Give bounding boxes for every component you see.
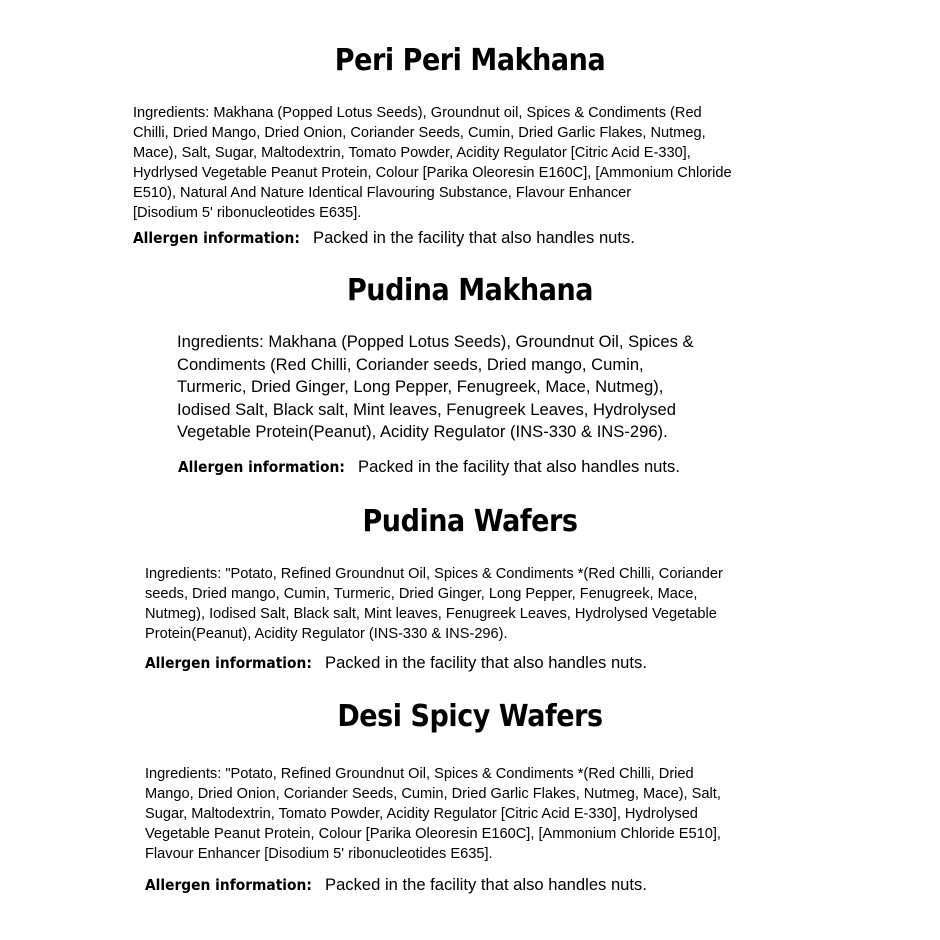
section-title-desi-spicy-wafers: Desi Spicy Wafers [337, 699, 603, 734]
allergen-info-pudina-wafers [145, 653, 647, 673]
allergen-label: Allergen information: [178, 458, 345, 476]
allergen-text: Packed in the facility that also handles nuts. [325, 875, 647, 894]
ingredient-line: E510), Natural And Nature Identical Flavouring Substance, Flavour Enhancer [133, 185, 632, 201]
ingredient-line: Vegetable Protein(Peanut), Acidity Regulator (INS-330 & INS-296). [177, 422, 668, 441]
ingredient-line: Chilli, Dried Mango, Dried Onion, Coriander Seeds, Cumin, Dried Garlic Flakes, Nutmeg, [133, 125, 706, 141]
allergen-label: Allergen information: [145, 876, 312, 894]
allergen-info-desi-spicy-wafers [145, 875, 647, 895]
allergen-info-peri-peri-makhana [133, 228, 635, 248]
ingredient-line: [Disodium 5' ribonucleotides E635]. [133, 205, 362, 221]
section-title-peri-peri-makhana: Peri Peri Makhana [334, 43, 606, 78]
ingredient-line: Vegetable Peanut Protein, Colour [Parika Oleoresin E160C], [Ammonium Chloride E510], [145, 826, 721, 842]
ingredient-line: Flavour Enhancer [Disodium 5' ribonucleotides E635]. [145, 846, 493, 862]
allergen-text: Packed in the facility that also handles nuts. [313, 228, 635, 247]
ingredient-line: Ingredients: "Potato, Refined Groundnut Oil, Spices & Condiments *(Red Chilli, Dried [145, 766, 694, 782]
ingredient-line: Hydrlysed Vegetable Peanut Protein, Colour [Parika Oleoresin E160C], [Ammonium Chloride [133, 165, 732, 181]
ingredient-line: Turmeric, Dried Ginger, Long Pepper, Fenugreek, Mace, Nutmeg), [177, 377, 664, 396]
allergen-text: Packed in the facility that also handles nuts. [358, 457, 680, 476]
section-title-pudina-makhana: Pudina Makhana [346, 273, 594, 308]
ingredients-desi-spicy-wafers [145, 764, 825, 864]
ingredient-line: Nutmeg), Iodised Salt, Black salt, Mint leaves, Fenugreek Leaves, Hydrolysed Vegetable [145, 606, 717, 622]
ingredients-pudina-makhana [177, 331, 773, 444]
allergen-info-pudina-makhana [178, 457, 680, 477]
ingredient-line: seeds, Dried mango, Cumin, Turmeric, Dried Ginger, Long Pepper, Fenugreek, Mace, [145, 586, 698, 602]
allergen-label: Allergen information: [133, 229, 300, 247]
ingredient-line: Ingredients: Makhana (Popped Lotus Seeds), Groundnut oil, Spices & Condiments (Red [133, 105, 702, 121]
ingredient-line: Protein(Peanut), Acidity Regulator (INS-330 & INS-296). [145, 626, 508, 642]
ingredient-line: Iodised Salt, Black salt, Mint leaves, Fenugreek Leaves, Hydrolysed [177, 399, 676, 419]
ingredient-line: Condiments (Red Chilli, Coriander seeds, Dried mango, Cumin, [177, 354, 644, 374]
ingredient-line: Ingredients: "Potato, Refined Groundnut Oil, Spices & Condiments *(Red Chilli, Coriander [145, 566, 723, 582]
ingredients-peri-peri-makhana [133, 103, 833, 223]
ingredient-line: Sugar, Maltodextrin, Tomato Powder, Acidity Regulator [Citric Acid E-330], Hydrolysed [145, 806, 698, 822]
section-title-pudina-wafers: Pudina Wafers [362, 504, 578, 539]
ingredient-line: Mace), Salt, Sugar, Maltodextrin, Tomato Powder, Acidity Regulator [Citric Acid E-330], [133, 145, 691, 161]
allergen-text: Packed in the facility that also handles nuts. [325, 653, 647, 672]
ingredient-line: Ingredients: Makhana (Popped Lotus Seeds), Groundnut Oil, Spices & [177, 332, 694, 351]
ingredients-pudina-wafers [145, 564, 825, 644]
allergen-label: Allergen information: [145, 654, 312, 672]
ingredient-line: Mango, Dried Onion, Coriander Seeds, Cumin, Dried Garlic Flakes, Nutmeg, Mace), Salt, [145, 786, 721, 802]
